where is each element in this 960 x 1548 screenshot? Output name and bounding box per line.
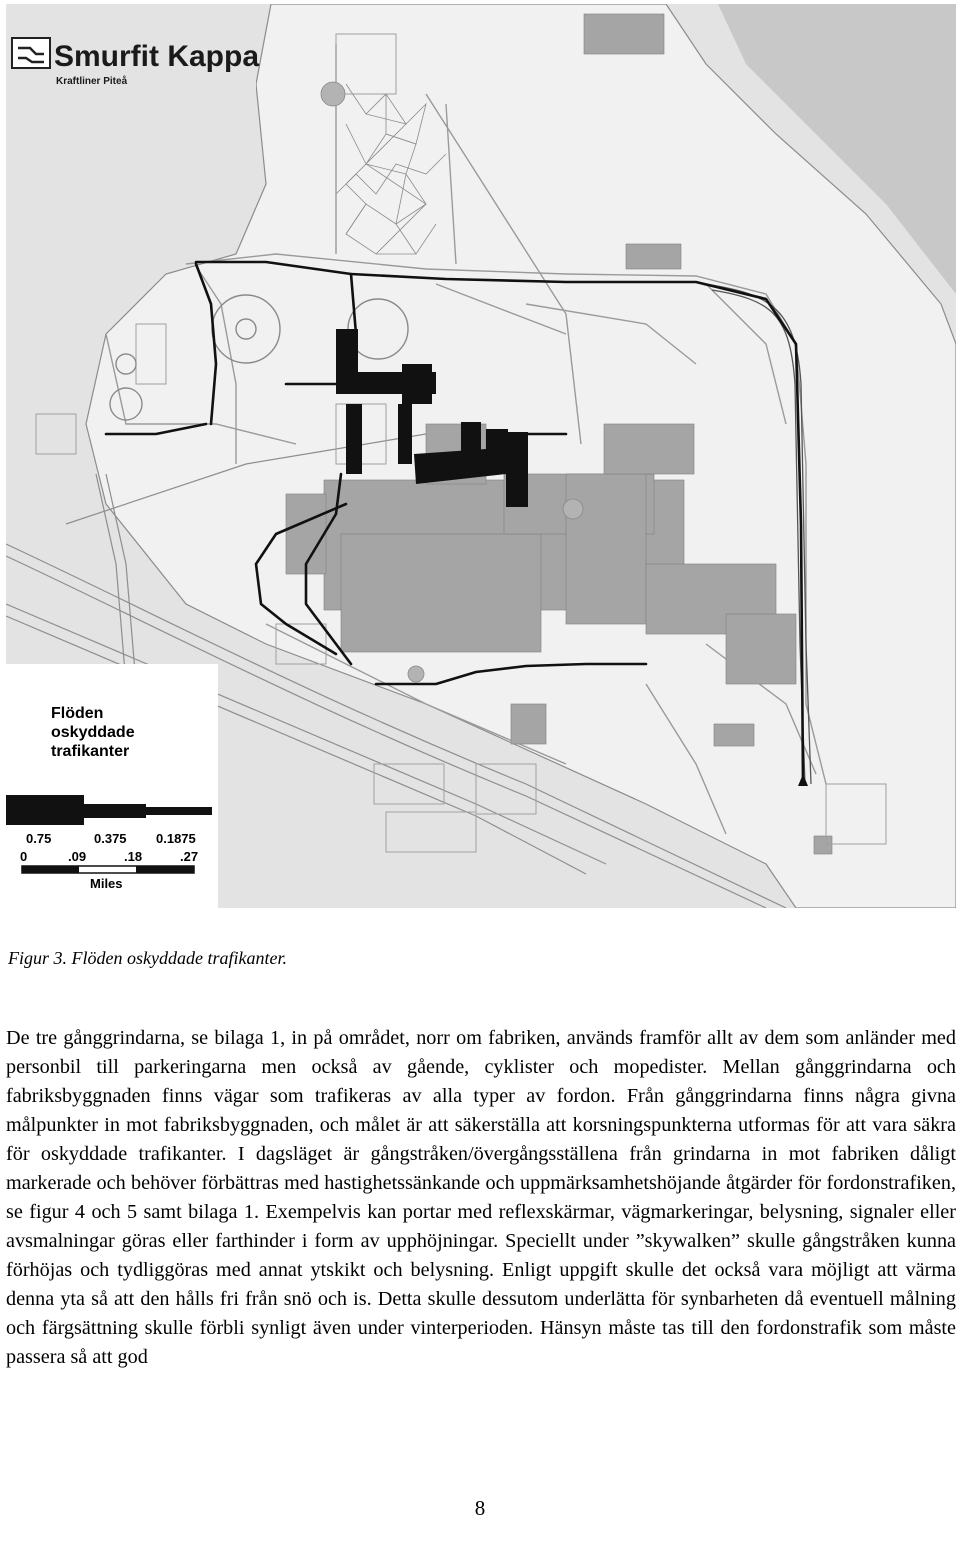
legend-scale-label: .09 [68, 849, 87, 864]
legend-title-line-3: trafikanter [51, 743, 130, 760]
legend-scale-label: 0 [20, 849, 28, 864]
legend-scale-label: .18 [124, 849, 143, 864]
legend-scale-bar [22, 866, 194, 873]
company-logo [6, 4, 259, 94]
legend-title-line-1: Flöden [51, 705, 104, 722]
map-legend [6, 664, 218, 908]
page-number: 8 [474, 1496, 486, 1520]
legend-width-label: 0.1875 [156, 831, 196, 846]
logo-subtitle: Kraftliner Piteå [56, 76, 128, 87]
legend-width-label: 0.375 [94, 831, 127, 846]
legend-scale-label: .27 [180, 849, 199, 864]
site-map-figure [6, 4, 956, 908]
legend-width-label: 0.75 [26, 831, 52, 846]
body-paragraph: De tre gånggrindarna, se bilaga 1, in på området, norr om fabriken, används framför allt av dem som anländer med personbil till parkeringarna men också av gående, cyklister och mopedister. Mellan gånggrindarna och fabriksbyggnaden finns vägar som trafikeras av alla typer av fordon. Från gånggrindarna finns några givna målpunkter in mot fabriksbyggnaden, och målet är att säkerställa att korsningspunkterna utformas för att vara säkra för oskyddade trafikanter. I dagsläget är gångstråken/övergångsställena från grindarna in mot fabriken dåligt markerade och behöver förbättras med hastighetssänkande och uppmärksamhetshöjande åtgärder för fordonstrafiken, se figur 4 och 5 samt bilaga 1. Exempelvis kan portar med reflexskärmar, vägmarkeringar, belysning, signaler eller avsmalningar göras eller farthinder i form av upphöjningar. Speciellt under ”skywalken” skulle gångstråken kunna förhöjas och tydliggöras med annat ytskikt och belysning. Enligt uppgift skulle det också vara möjligt att värma denna yta så att den hålls fri från snö och is. Detta skulle dessutom underlätta för synbarheten då eventuell målning och färgsättning skulle förbli synligt även under vinterperioden. Hänsyn måste tas till den fordonstrafik som måste passera så att god [6, 1027, 956, 1368]
legend-title-line-2: oskyddade [51, 724, 135, 741]
logo-brand: Smurfit Kappa [54, 40, 260, 73]
figure-caption: Figur 3. Flöden oskyddade trafikanter. [8, 948, 287, 968]
legend-scale-unit: Miles [90, 876, 123, 891]
